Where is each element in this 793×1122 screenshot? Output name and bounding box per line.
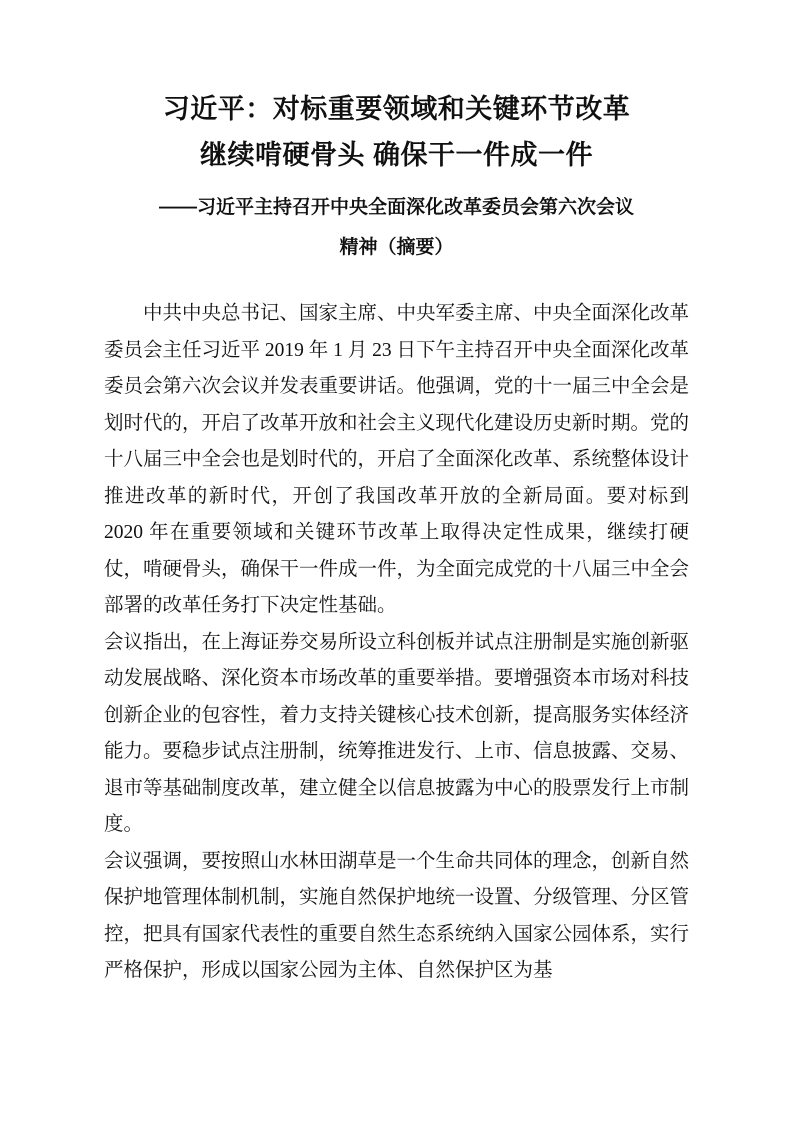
page-subtitle xyxy=(104,188,689,268)
title-line-1: 习近平：对标重要领域和关键环节改革 xyxy=(162,94,631,124)
document-body xyxy=(104,296,689,990)
subtitle-line-2: 精神（摘要） xyxy=(339,237,454,258)
body-paragraph-1: 中共中央总书记、国家主席、中央军委主席、中央全面深化改革委员会主任习近平 2019 年 1 月 23 日下午主持召开中央全面深化改革委员会第六次会议并发表重要讲话。他强调，党的十一届三中全会是划时代的，开启了改革开放和社会主义现代化建设历史新时期。党的十八届三中全会也是划时代的，开启了全面深化改革、系统整体设计推进改革的新时代，开创了我国改革开放的全新局面。要对标到 2020 年在重要领域和关键环节改革上取得决定性成果，继续打硬仗，啃硬骨头，确保干一件成一件，为全面完成党的十八届三中全会部署的改革任务打下决定性基础。 xyxy=(104,303,690,616)
page-title xyxy=(104,86,689,178)
body-paragraph-3: 会议强调，要按照山水林田湖草是一个生命共同体的理念，创新自然保护地管理体制机制，实施自然保护地统一设置、分级管理、分区管控，把具有国家代表性的重要自然生态系统纳入国家公园体系，实行严格保护，形成以国家公园为主体、自然保护区为基 xyxy=(104,850,690,981)
title-line-2: 继续啃硬骨头 确保干一件成一件 xyxy=(199,140,593,170)
subtitle-line-1: ——习近平主持召开中央全面深化改革委员会第六次会议 xyxy=(158,197,634,218)
body-paragraph-2: 会议指出，在上海证券交易所设立科创板并试点注册制是实施创新驱动发展战略、深化资本市场改革的重要举措。要增强资本市场对科技创新企业的包容性，着力支持关键核心技术创新，提高服务实体经济能力。要稳步试点注册制，统筹推进发行、上市、信息披露、交易、退市等基础制度改革，建立健全以信息披露为中心的股票发行上市制度。 xyxy=(104,631,690,835)
